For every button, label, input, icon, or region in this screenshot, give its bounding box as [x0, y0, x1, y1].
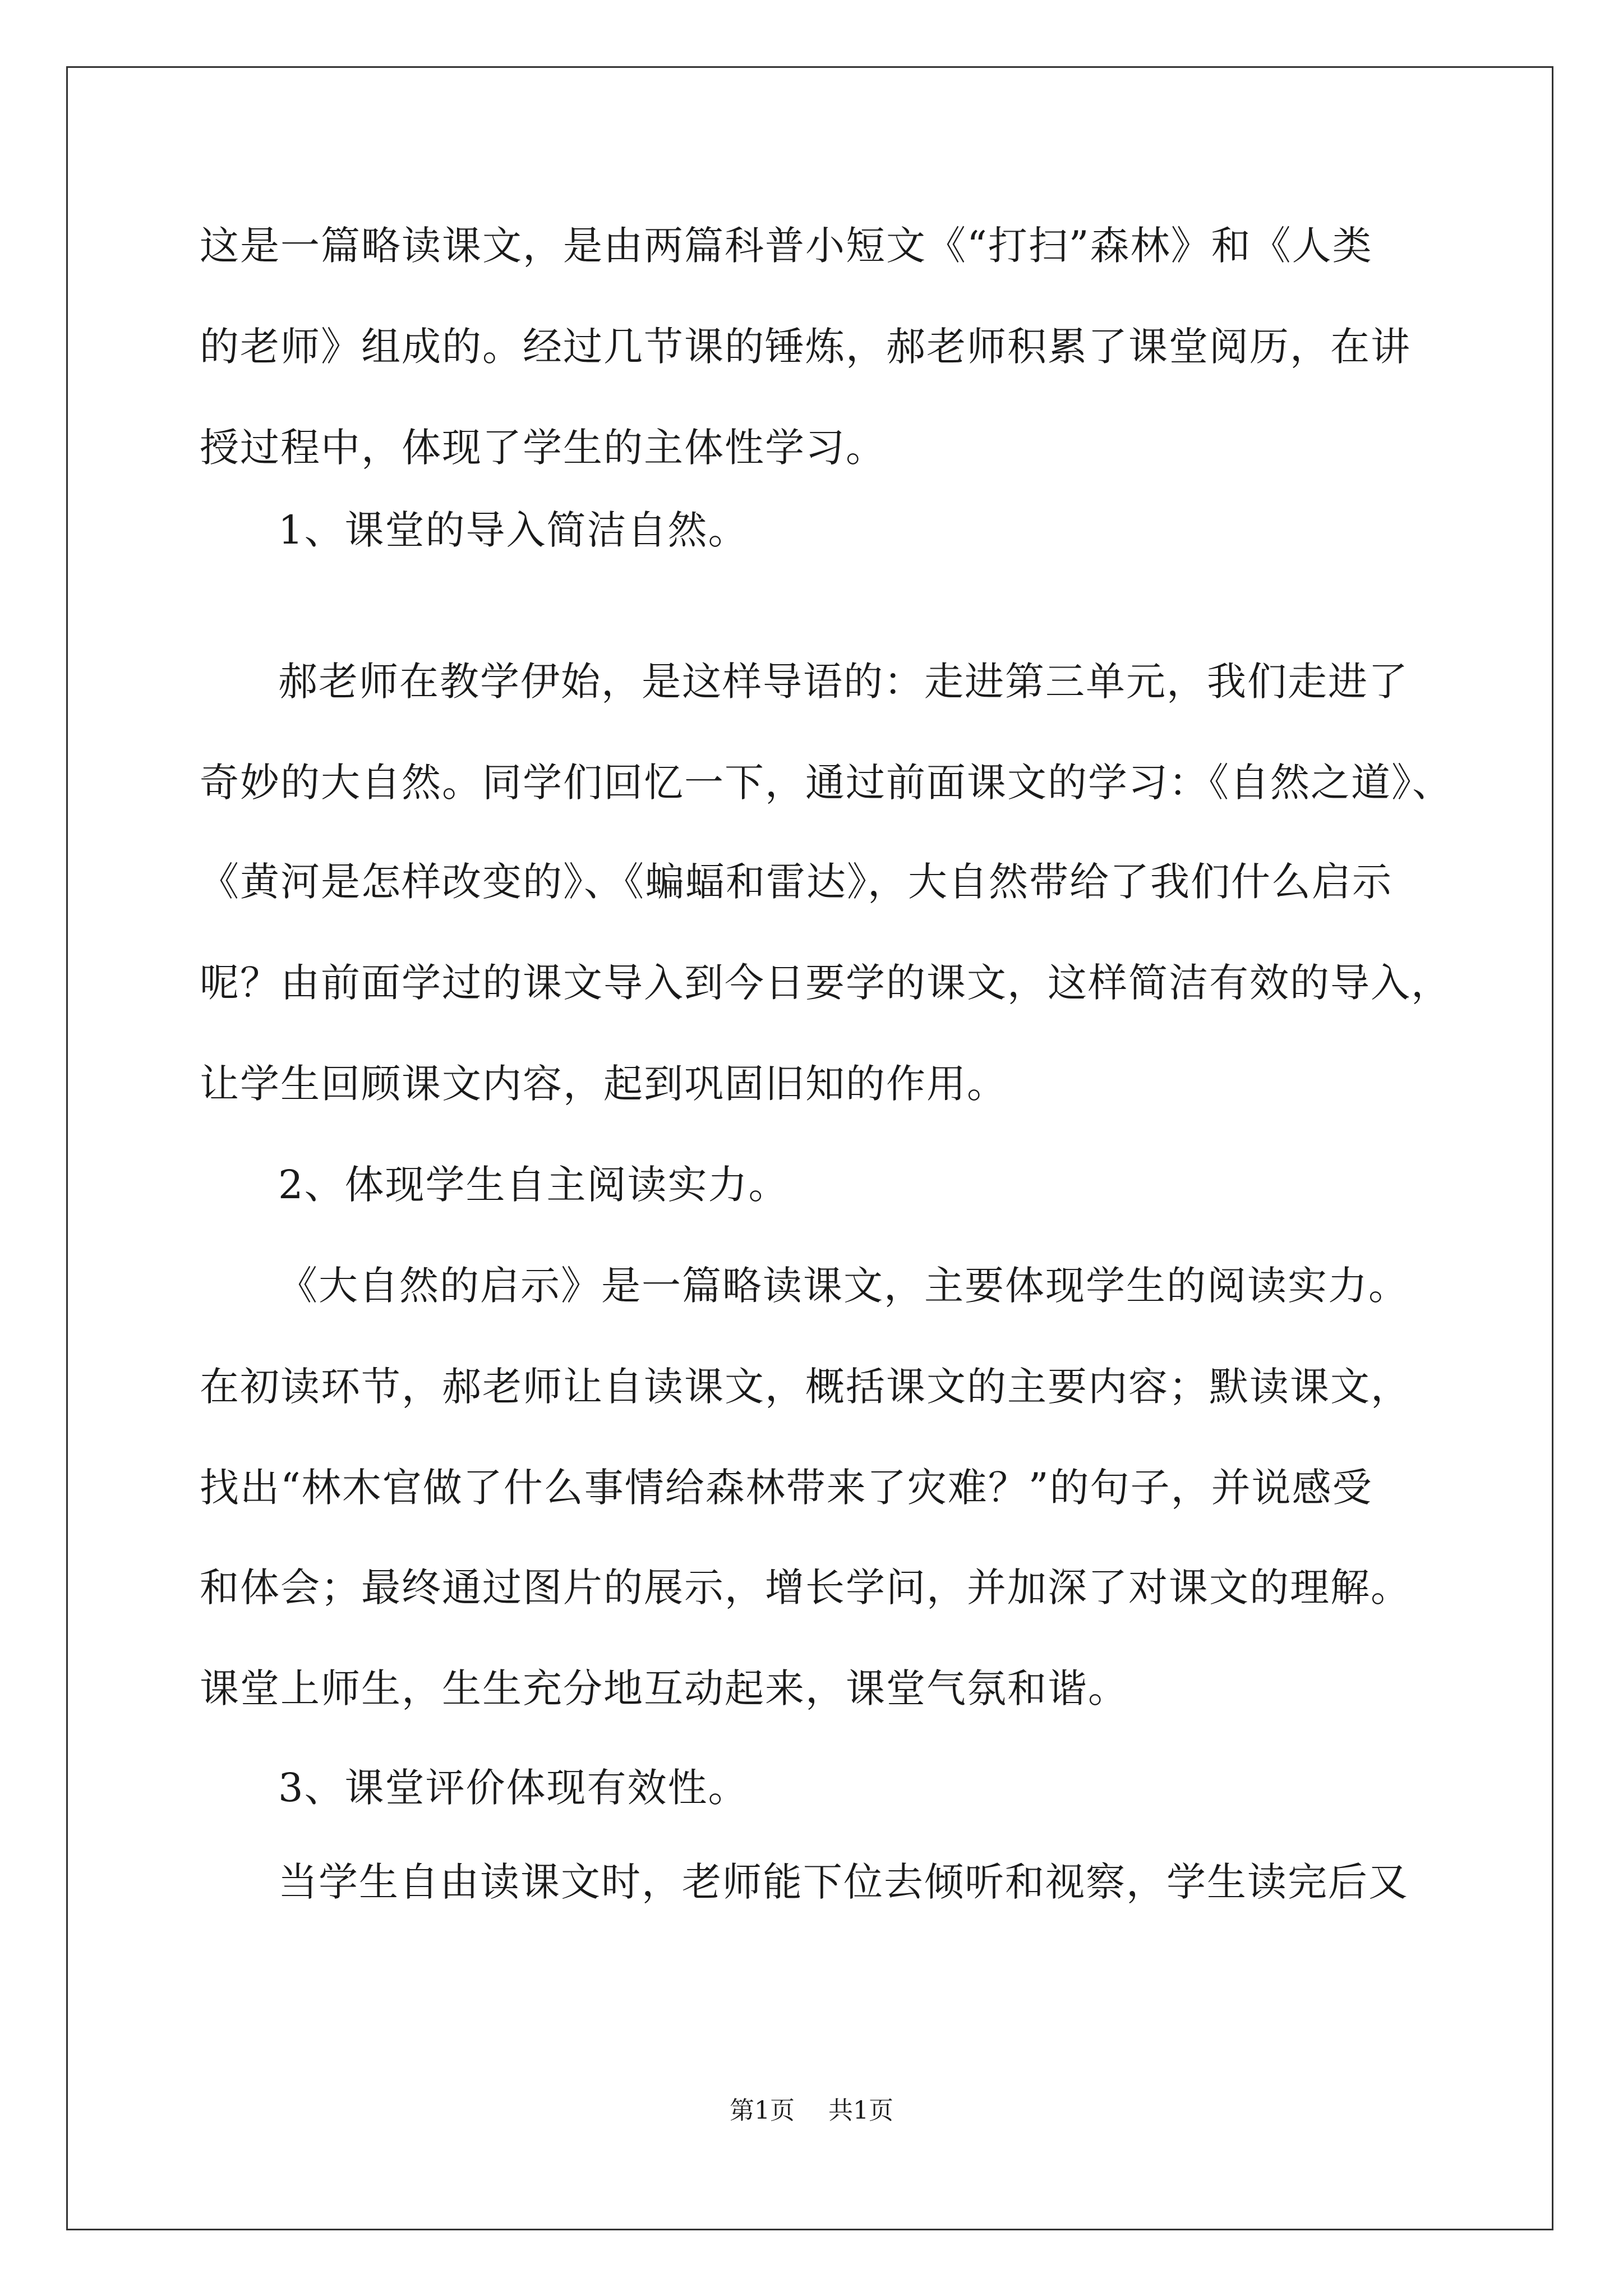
text-line: 的老师》组成的。经过几节课的锤炼，郝老师积累了课堂阅历，在讲 [200, 324, 1411, 370]
page-total: 共1页 [828, 2096, 893, 2125]
text-line: 郝老师在教学伊始，是这样导语的：走进第三单元，我们走进了 [278, 659, 1409, 705]
text-line: 《黄河是怎样改变的》、《蝙蝠和雷达》，大自然带给了我们什么启示 [200, 859, 1393, 905]
text-line: 课堂上师生，生生充分地互动起来，课堂气氛和谐。 [200, 1665, 1128, 1711]
text-line: 授过程中，体现了学生的主体性学习。 [200, 425, 886, 471]
text-line: 呢？由前面学过的课文导入到今日要学的课文，这样简洁有效的导入， [200, 960, 1451, 1006]
text-line: 当学生自由读课文时，老师能下位去倾听和视察，学生读完后又 [278, 1859, 1409, 1905]
page-number: 第1页 [730, 2096, 795, 2125]
text-line: 在初读环节，郝老师让自读课文，概括课文的主要内容；默读课文， [200, 1364, 1411, 1410]
page-footer [0, 2095, 1623, 2127]
text-line: 奇妙的大自然。同学们回忆一下，通过前面课文的学习：《自然之道》、 [200, 760, 1453, 806]
section-heading: 1、课堂的导入简洁自然。 [278, 507, 749, 553]
section-heading: 2、体现学生自主阅读实力。 [278, 1162, 789, 1208]
text-line: 找出“林木官做了什么事情给森林带来了灾难？”的句子，并说感受 [200, 1465, 1373, 1511]
page-border [66, 66, 1553, 2230]
text-line: 让学生回顾课文内容，起到巩固旧知的作用。 [200, 1061, 1007, 1107]
section-heading: 3、课堂评价体现有效性。 [278, 1765, 749, 1811]
text-line: 这是一篇略读课文，是由两篇科普小短文《“打扫”森林》和《人类 [200, 223, 1373, 269]
text-line: 和体会；最终通过图片的展示，增长学问，并加深了对课文的理解。 [200, 1565, 1411, 1611]
text-line: 《大自然的启示》是一篇略读课文，主要体现学生的阅读实力。 [278, 1263, 1409, 1309]
